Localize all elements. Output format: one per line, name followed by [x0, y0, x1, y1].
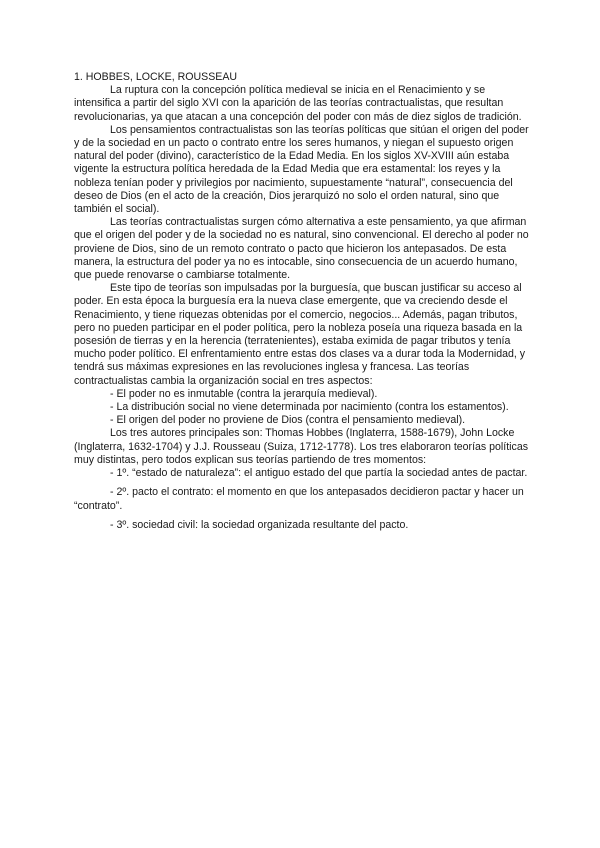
paragraph-bourgeoisie: Este tipo de teorías son impulsadas por la burguesía, que buscan justificar su acceso al poder. En esta época la burguesía era la nueva clase emergente, que va creciendo desde el Renacimiento, y tiene riquezas obtenidas por el comercio, negocios... Además, pagan tributos, pero no pueden participar en el poder política, pero la nobleza poseía una riqueza basada en la posesión de tierras y en la herencia (terratenientes), estaba eximida de pagar tributos y tenía mucho poder político. El enfrentamiento entre estas dos clases va a durar toda la Modernidad, y tendrá sus máximas expresiones en las revoluciones inglesa y francesa. Las teorías contractualistas cambia la organización social en tres aspectos:	[74, 282, 526, 387]
aspect-item: - La distribución social no viene determinada por nacimiento (contra los estamentos).	[110, 401, 509, 414]
moment-item: - 3º. sociedad civil: la sociedad organizada resultante del pacto.	[110, 518, 409, 531]
moment-item: - 1º. “estado de naturaleza”: el antiguo estado del que partía la sociedad antes de pactar.	[110, 467, 528, 480]
moment-item: - 2º. pacto el contrato: el momento en que los antepasados decidieron pactar y hacer un “contrato”.	[74, 486, 524, 512]
aspect-item: - El origen del poder no proviene de Dios (contra el pensamiento medieval).	[110, 414, 466, 427]
paragraph-contractualism-definition: Los pensamientos contractualistas son las teorías políticas que sitúan el origen del poder y de la sociedad en un pacto o contrato entre los seres humanos, y niegan el supuesto origen natural del poder (divino), característico de la Edad Media. En los siglos XV-XVIII aún estaba vigente la estructura política heredada de la Edad Media que era estamental: los reyes y la nobleza tenían poder y privilegios por nacimiento, supuestamente “natural”, consecuencia del deseo de Dios (en el acto de la creación, Dios jerarquizó no solo el orden natural, sino que también el social).	[74, 123, 529, 216]
section-heading: 1. HOBBES, LOCKE, ROUSSEAU	[74, 71, 238, 83]
paragraph-intro: La ruptura con la concepción política medieval se inicia en el Renacimiento y se intensifica a partir del siglo XVI con la aparición de las teorías contractualistas, que resultan revolucionarias, ya que atacan a una concepción del poder con más de diez siglos de tradición.	[74, 84, 522, 123]
paragraph-alternative: Las teorías contractualistas surgen cómo alternativa a este pensamiento, ya que afirman que el origen del poder y de la sociedad no es natural, sino convencional. El derecho al poder no proviene de Dios, sino de un remoto contrato o pacto que hicieron los antepasados. De esta manera, la estructura del poder ya no es intocable, sino consecuencia de un acuerdo humano, que puede renovarse o cambiarse totalmente.	[74, 216, 529, 282]
document-page	[74, 71, 530, 532]
paragraph-authors: Los tres autores principales son: Thomas Hobbes (Inglaterra, 1588-1679), John Locke (Inglaterra, 1632-1704) y J.J. Rousseau (Suiza, 1712-1778). Los tres elaboraron teorías políticas muy distintas, pero todos explican sus teorías partiendo de tres momentos:	[74, 427, 529, 466]
aspect-item: - El poder no es inmutable (contra la jerarquía medieval).	[110, 387, 378, 400]
